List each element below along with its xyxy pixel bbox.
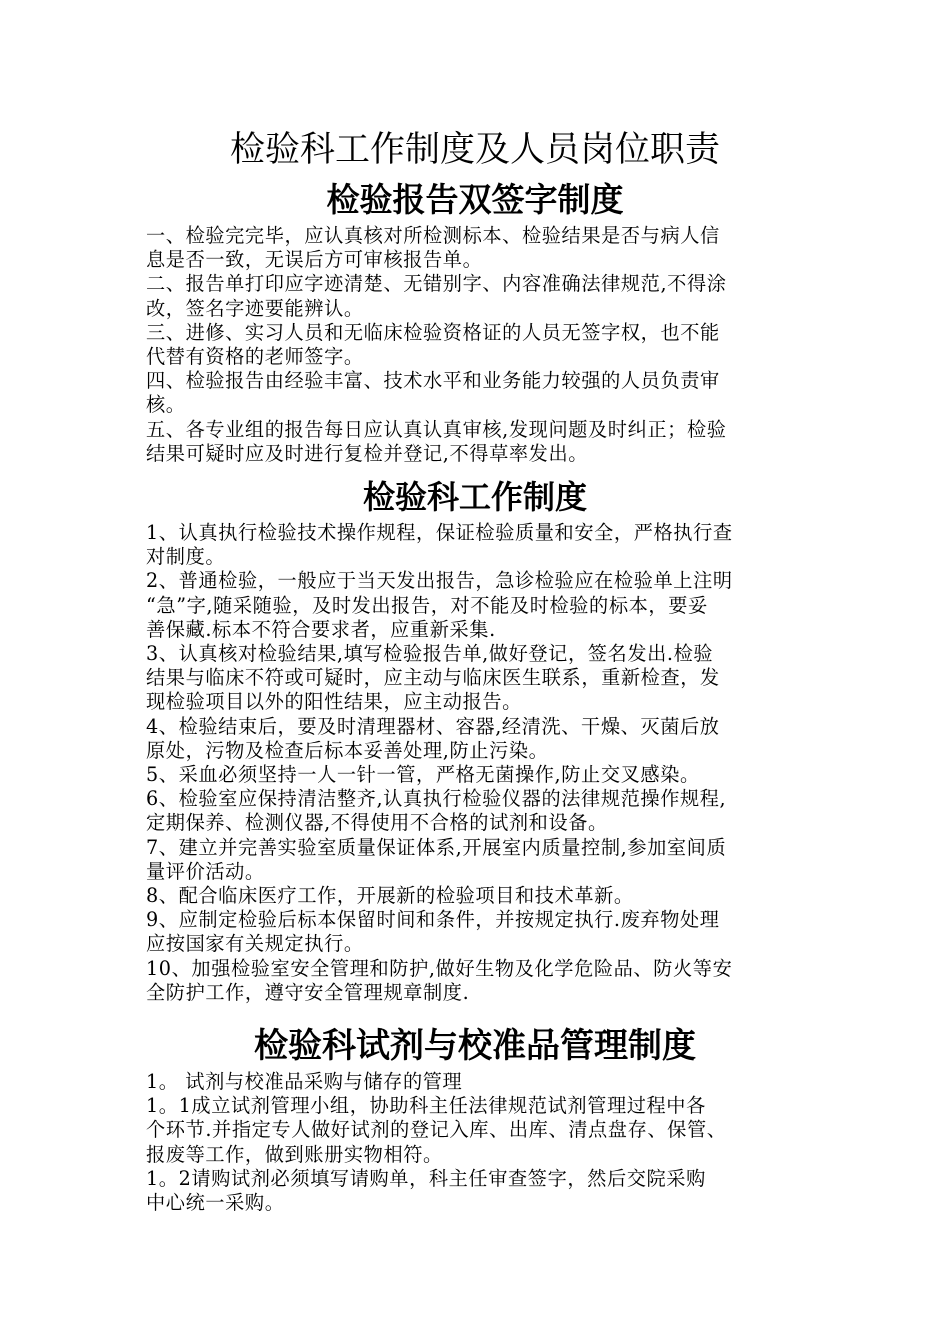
paragraph-line: 4、检验结束后，要及时清理器材、容器,经清洗、干燥、灭菌后放 — [146, 714, 720, 738]
paragraph-line: 6、检验室应保持清洁整齐,认真执行检验仪器的法律规范操作规程, — [146, 787, 727, 811]
paragraph-line: 结果与临床不符或可疑时，应主动与临床医生联系，重新检查，发 — [146, 666, 720, 690]
section-paragraph — [146, 908, 818, 956]
paragraph-line: 四、检验报告由经验丰富、技术水平和业务能力较强的人员负责审 — [146, 369, 720, 393]
paragraph-line: 代替有资格的老师签字。 — [146, 345, 364, 369]
section-paragraph — [146, 369, 818, 417]
section-heading-double-signature: 检验报告双签字制度 — [326, 180, 624, 219]
section-paragraph — [146, 1070, 818, 1094]
paragraph-line: 2、普通检验，一般应于当天发出报告，急诊检验应在检验单上注明 — [146, 569, 733, 593]
paragraph-line: 息是否一致，无误后方可审核报告单。 — [146, 248, 483, 272]
section-paragraph — [146, 224, 818, 272]
paragraph-line: 改，签名字迹要能辨认。 — [146, 296, 364, 320]
paragraph-line: 原处，污物及检查后标本妥善处理,防止污染。 — [146, 738, 549, 762]
section-paragraph — [146, 642, 818, 715]
section-paragraph — [146, 836, 818, 884]
paragraph-line: 10、加强检验室安全管理和防护,做好生物及化学危险品、防火等安 — [146, 956, 733, 980]
section-heading-work-rules: 检验科工作制度 — [362, 478, 587, 516]
paragraph-line: 量评价活动。 — [146, 859, 265, 883]
paragraph-line: 结果可疑时应及时进行复检并登记,不得草率发出。 — [146, 441, 589, 465]
paragraph-line: 全防护工作，遵守安全管理规章制度. — [146, 980, 470, 1004]
paragraph-line: 三、进修、实习人员和无临床检验资格证的人员无签字权，也不能 — [146, 320, 720, 344]
paragraph-line: 1、认真执行检验技术操作规程，保证检验质量和安全，严格执行查 — [146, 521, 733, 544]
paragraph-line: 善保藏.标本不符合要求者，应重新采集. — [146, 617, 496, 641]
paragraph-line: 7、建立并完善实验室质量保证体系,开展室内质量控制,参加室间质 — [146, 835, 727, 859]
document-title: 检验科工作制度及人员岗位职责 — [229, 130, 720, 170]
paragraph-line: 5、采血必须坚持一人一针一管，严格无菌操作,防止交叉感染。 — [146, 763, 700, 787]
paragraph-line: 应按国家有关规定执行。 — [146, 932, 364, 956]
section-heading-reagent-management: 检验科试剂与校准品管理制度 — [254, 1026, 696, 1066]
paragraph-line: 1。 试剂与校准品采购与储存的管理 — [146, 1070, 463, 1093]
paragraph-line: 对制度。 — [146, 545, 226, 569]
section-body-reagent-management — [146, 1070, 818, 1215]
section-paragraph — [146, 957, 818, 1005]
section-paragraph — [146, 787, 818, 835]
paragraph-line: “急”字,随采随验，及时发出报告，对不能及时检验的标本，要妥 — [146, 593, 708, 617]
section-paragraph — [146, 272, 818, 320]
paragraph-line: 个环节.并指定专人做好试剂的登记入库、出库、清点盘存、保管、 — [146, 1118, 727, 1142]
section-paragraph — [146, 521, 818, 569]
section-body-work-rules — [146, 521, 818, 1005]
paragraph-line: 核。 — [146, 393, 186, 417]
section-paragraph — [146, 763, 818, 787]
section-paragraph — [146, 1167, 818, 1215]
section-paragraph — [146, 569, 818, 642]
paragraph-line: 五、各专业组的报告每日应认真认真审核,发现问题及时纠正；检验 — [146, 417, 727, 441]
paragraph-line: 9、应制定检验后标本保留时间和条件，并按规定执行.废弃物处理 — [146, 908, 720, 932]
section-paragraph — [146, 1094, 818, 1167]
paragraph-line: 报废等工作，做到账册实物相符。 — [146, 1142, 443, 1166]
paragraph-line: 1。2请购试剂必须填写请购单，科主任审查签字，然后交院采购 — [146, 1166, 706, 1190]
section-paragraph — [146, 884, 818, 908]
paragraph-line: 现检验项目以外的阳性结果，应主动报告。 — [146, 690, 522, 714]
paragraph-line: 8、配合临床医疗工作，开展新的检验项目和技术革新。 — [146, 884, 634, 908]
section-paragraph — [146, 321, 818, 369]
paragraph-line: 一、检验完完毕，应认真核对所检测标本、检验结果是否与病人信 — [146, 224, 720, 247]
paragraph-line: 中心统一采购。 — [146, 1191, 285, 1215]
section-body-double-signature — [146, 224, 818, 466]
paragraph-line: 二、报告单打印应字迹清楚、无错别字、内容准确法律规范,不得涂 — [146, 272, 727, 296]
paragraph-line: 3、认真核对检验结果,填写检验报告单,做好登记，签名发出.检验 — [146, 642, 714, 666]
section-paragraph — [146, 418, 818, 466]
paragraph-line: 定期保养、检测仪器,不得使用不合格的试剂和设备。 — [146, 811, 608, 835]
section-paragraph — [146, 715, 818, 763]
paragraph-line: 1。1成立试剂管理小组，协助科主任法律规范试剂管理过程中各 — [146, 1094, 706, 1118]
